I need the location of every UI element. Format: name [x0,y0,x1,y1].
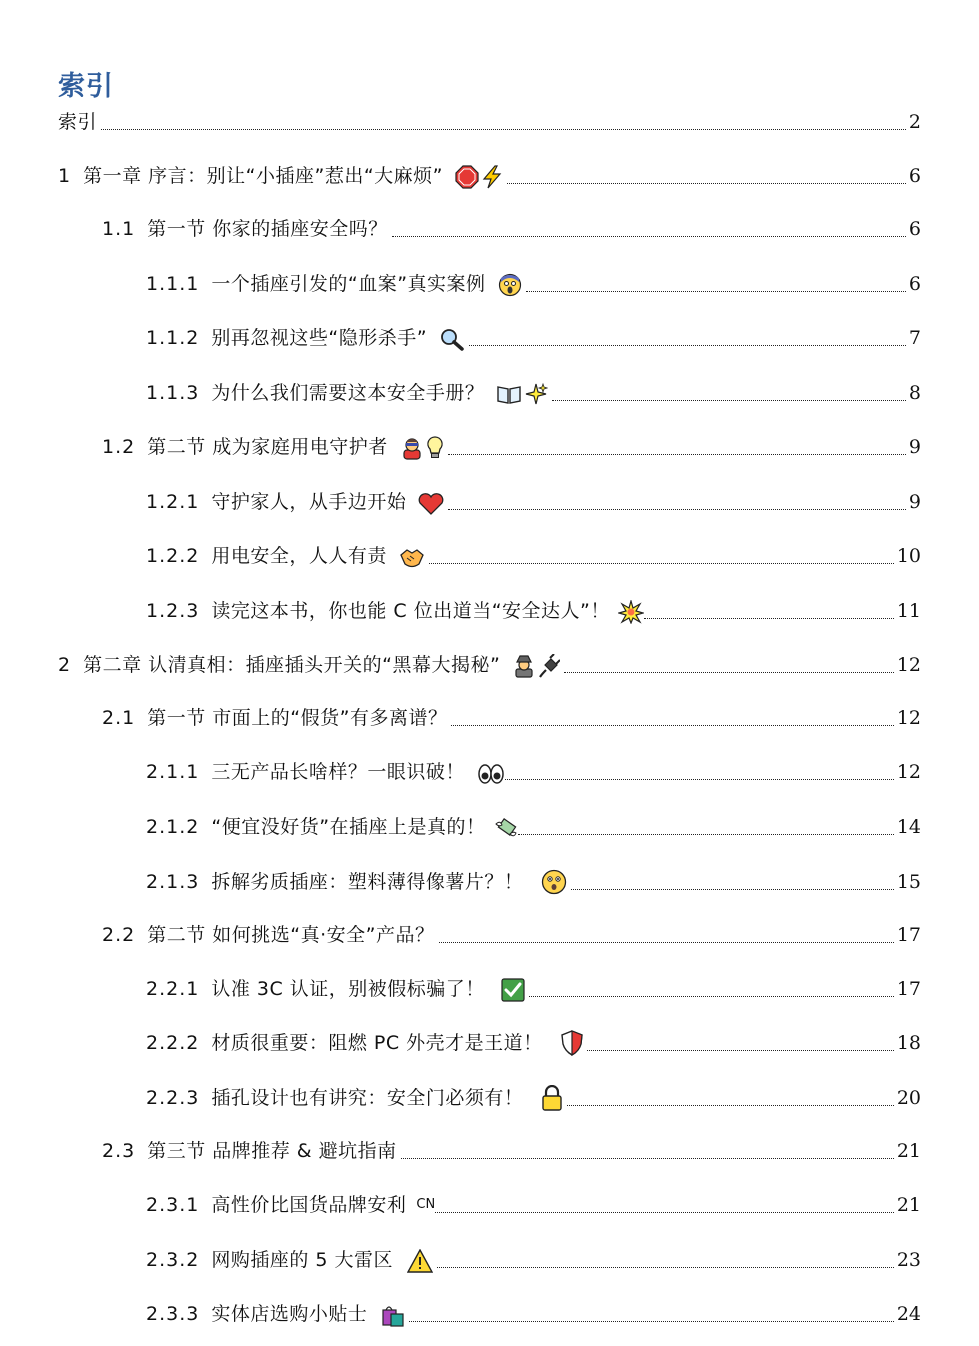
dot-leader [448,509,906,510]
toc-page-number: 8 [908,382,921,404]
toc-entry-title: 守护家人，从手边开始 [211,491,407,513]
shield-icon [561,1030,583,1056]
toc-page-number: 21 [896,1140,921,1162]
toc-entry-title: 第二节 如何挑选“真·安全”产品？ [147,924,435,946]
dot-leader [518,834,894,835]
toc-page-number: 6 [908,273,921,295]
dot-leader [567,1105,893,1106]
toc-entry-section-2-3-1[interactable] [146,1192,921,1218]
toc-entry-title: 第一节 你家的插座安全吗？ [147,218,388,240]
toc-page-number: 17 [896,924,921,946]
toc-entry-number: 2.1.1 [146,761,200,783]
toc-entry-title: 第一章 序言：别让“小插座”惹出“大麻烦” [83,165,444,187]
toc-entry-section-1-1-2[interactable] [146,325,921,351]
toc-entry-title: 别再忽视这些“隐形杀手” [211,327,428,349]
dot-leader [587,1050,894,1051]
toc-page-number: 12 [896,707,921,729]
toc-page-number: 9 [908,436,921,458]
toc-entry-title: 材质很重要：阻燃 PC 外壳才是王道！ [211,1032,543,1054]
dot-leader [101,129,906,130]
toc-entry-title: 用电安全，人人有责 [211,545,387,567]
check-mark-icon [501,978,525,1002]
toc-page-number: 2 [908,111,921,133]
toc-entry-section-2-1-3[interactable] [146,869,921,895]
toc-page-number: 15 [896,871,921,893]
toc-entry-number: 2.2.3 [146,1087,200,1109]
toc-entry-section-2-2-1[interactable] [146,976,921,1002]
toc-entry-title: 读完这本书，你也能 C 位出道当“安全达人”！ [211,600,610,622]
toc-entry-title: 第二节 成为家庭用电守护者 [147,436,388,458]
dot-leader [526,291,906,292]
toc-entry-number: 2.1 [102,707,136,729]
open-book-icon [496,383,522,405]
dot-leader [429,563,894,564]
toc-entry-number: 1.2.2 [146,545,200,567]
toc-page-number: 12 [896,654,921,676]
toc-page-number: 12 [896,761,921,783]
superhero-icon [400,436,424,460]
toc-entry-number: 1.1.1 [146,273,200,295]
plug-icon [538,654,560,678]
toc-entry-title: 网购插座的 5 大雷区 [211,1249,394,1271]
dot-leader [437,1267,894,1268]
toc-entry-section-2-1-1[interactable] [146,759,921,785]
toc-entry-section-1-2-2[interactable] [146,543,921,569]
toc-entry-section-2-2-3[interactable] [146,1085,921,1111]
toc-entry-title: 实体店选购小贴士 [211,1303,368,1325]
toc-entry-number: 1.2 [102,436,136,458]
toc-page-number: 6 [908,218,921,240]
toc-page-number: 14 [896,816,921,838]
toc-entry-number: 1.1.2 [146,327,200,349]
dot-leader [505,779,894,780]
dot-leader [439,942,894,943]
dot-leader [571,889,893,890]
toc-page-number: 10 [896,545,921,567]
toc-entry-number: 2.3.2 [146,1249,200,1271]
toc-entry-number: 1.1 [102,218,136,240]
toc-entry-section-2-2-2[interactable] [146,1030,921,1056]
astonished-face-icon [541,869,567,895]
dot-leader [451,725,893,726]
toc-page-number: 18 [896,1032,921,1054]
toc-entry-number: 2.3 [102,1140,136,1162]
sparkles-icon [524,382,548,406]
toc-page-number: 23 [896,1249,921,1271]
dot-leader [401,1158,894,1159]
toc-entry-title: “便宜没好货”在插座上是真的！ [211,816,486,838]
toc-entry-chapter-2[interactable] [58,652,921,678]
dot-leader [409,1321,893,1322]
dot-leader [507,183,906,184]
toc-page-number: 9 [908,491,921,513]
toc-entry-section-2-3-3[interactable] [146,1301,921,1327]
toc-entry-number: 1.1.3 [146,382,200,404]
toc-entry-section-2-3-2[interactable] [146,1247,921,1273]
toc-page-number: 7 [908,327,921,349]
toc-entry-section-2-3[interactable] [102,1138,921,1164]
toc-entry-number: 1.2.3 [146,600,200,622]
toc-page-number: 11 [896,600,921,622]
toc-entry-title: 三无产品长啥样？一眼识破！ [211,761,465,783]
magnifier-icon [439,327,465,351]
dot-leader [448,454,906,455]
toc-entry-number: 1.2.1 [146,491,200,513]
money-wings-icon [494,816,518,840]
lock-icon [541,1085,563,1111]
eyes-icon [477,763,505,785]
toc-entry-number: 2.2 [102,924,136,946]
toc-entry-number: 2.1.3 [146,871,200,893]
warning-icon [407,1249,433,1273]
toc-entry-section-1-2[interactable] [102,434,921,460]
toc-entry-section-2-2[interactable] [102,922,921,948]
toc-entry-title: 一个插座引发的“血案”真实案例 [211,273,486,295]
toc-entry-section-2-1[interactable] [102,705,921,731]
dot-leader [644,618,894,619]
dot-leader [435,1212,894,1213]
toc-entry-number: 1 [58,165,72,187]
toc-page-number: 21 [896,1194,921,1216]
dot-leader [552,400,906,401]
toc-page-number: 6 [908,165,921,187]
toc-page-number: 20 [896,1087,921,1109]
detective-icon [512,654,536,678]
toc-entry-section-1-2-3[interactable] [146,598,921,624]
cn-flag-label: CN [416,1197,436,1212]
toc-entry-title: 第一节 市面上的“假货”有多离谱？ [147,707,448,729]
dot-leader [469,345,906,346]
red-heart-icon [418,493,444,515]
toc-entry-section-1-1-3[interactable] [146,380,921,406]
toc-entry-number: 2.2.2 [146,1032,200,1054]
index-heading: 索引 [58,71,114,102]
stop-sign-icon [455,165,479,189]
shopping-bags-icon [381,1303,405,1327]
dot-leader [564,672,893,673]
toc-entry-section-1-1-1[interactable] [146,271,921,297]
toc-entry-title: 第二章 认清真相：插座插头开关的“黑幕大揭秘” [83,654,501,676]
toc-entry-number: 2 [58,654,72,676]
toc-entry-title: 为什么我们需要这本安全手册？ [211,382,485,404]
toc-entry-section-2-1-2[interactable] [146,814,921,840]
handshake-icon [399,547,425,569]
toc-entry-chapter-1[interactable] [58,163,921,189]
toc-entry-number: 2.2.1 [146,978,200,1000]
lightbulb-icon [426,436,444,460]
toc-entry-number: 2.3.3 [146,1303,200,1325]
toc-entry-section-1-1[interactable] [102,216,921,242]
toc-entry-title: 索引 [58,111,98,133]
collision-icon [618,600,644,624]
toc-entry-title: 认准 3C 认证，别被假标骗了！ [211,978,485,1000]
toc-page-number: 17 [896,978,921,1000]
toc-entry-title: 第三节 品牌推荐 & 避坑指南 [147,1140,397,1162]
toc-entry-title: 插孔设计也有讲究：安全门必须有！ [211,1087,524,1109]
toc-entry-index[interactable] [58,109,921,135]
dot-leader [529,996,894,997]
screaming-face-icon [498,273,522,297]
toc-entry-number: 2.1.2 [146,816,200,838]
toc-entry-section-1-2-1[interactable] [146,489,921,515]
dot-leader [392,236,906,237]
toc-entry-number: 2.3.1 [146,1194,200,1216]
toc-page-number: 24 [896,1303,921,1325]
toc-entry-title: 高性价比国货品牌安利 [211,1194,407,1216]
toc-entry-title: 拆解劣质插座：塑料薄得像薯片？！ [211,871,524,893]
lightning-icon [481,165,503,189]
